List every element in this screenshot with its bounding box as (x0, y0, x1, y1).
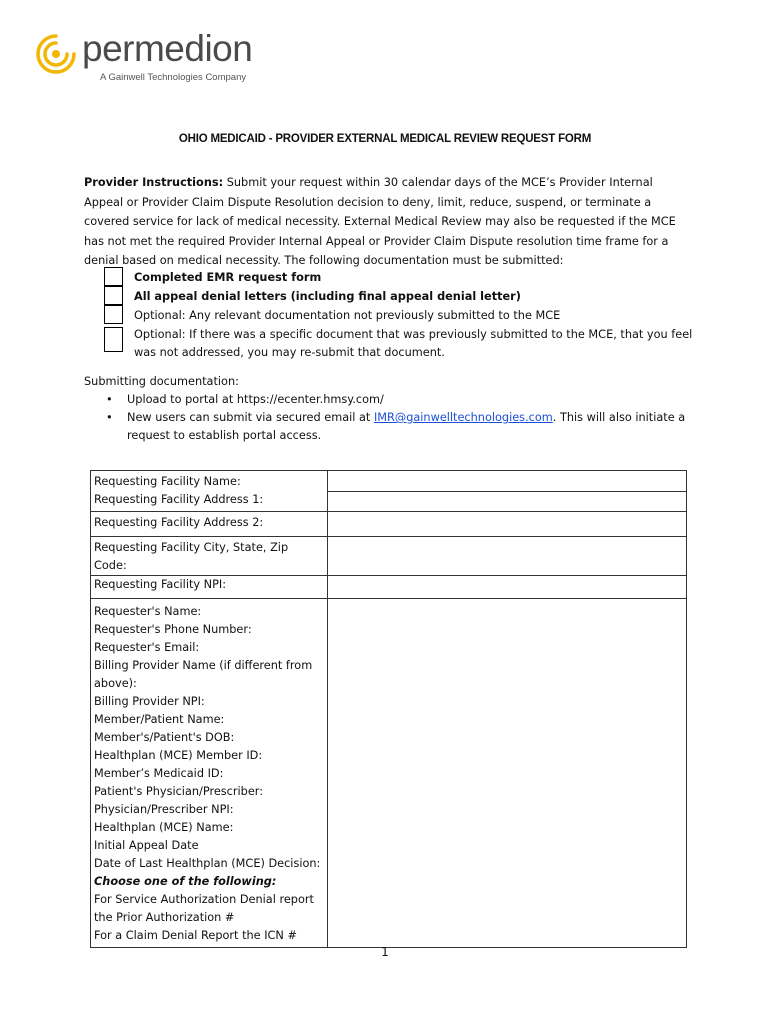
logo-brand: permedion (82, 28, 253, 69)
table-row (91, 471, 687, 512)
page-number: 1 (381, 945, 389, 959)
page-title: OHIO MEDICAID - PROVIDER EXTERNAL MEDICAL REVIEW REQUEST FORM (178, 133, 592, 145)
facility-name-input[interactable] (328, 471, 686, 491)
bullet-dot: • (106, 393, 113, 406)
logo-tagline: A Gainwell Technologies Company (100, 72, 247, 83)
checkbox[interactable] (104, 286, 123, 305)
form-label-group (91, 599, 328, 948)
form-label-choose: Choose one of the following: (94, 875, 277, 888)
form-label: Requesting Facility Address 1: (94, 493, 264, 506)
checklist-label: Optional: If there was a specific document that was previously submitted to the MCE, that you feel was not addressed, you may re-submit that document. (134, 328, 693, 359)
form-label: Physician/Prescriber NPI: (94, 803, 234, 816)
form-label: Patient's Physician/Prescriber: (94, 785, 264, 798)
table-row (91, 512, 687, 537)
form-label: Member’s Medicaid ID: (94, 767, 224, 780)
form-label: Billing Provider Name (if different from above): (94, 659, 313, 690)
portal-text: Upload to portal at https://ecenter.hmsy.com/ (127, 393, 384, 406)
form-label: Billing Provider NPI: (94, 695, 205, 708)
checkbox[interactable] (104, 327, 123, 352)
form-label: Requesting Facility City, State, Zip Code: (91, 537, 328, 576)
instructions-label: Provider Instructions: (84, 176, 224, 189)
checklist-label: Optional: Any relevant documentation not previously submitted to the MCE (134, 309, 561, 322)
form-value-cell[interactable] (328, 471, 687, 512)
table-row (91, 576, 687, 599)
form-label: Requester's Name: (94, 605, 202, 618)
facility-address1-input[interactable] (328, 491, 686, 511)
checklist-label: Completed EMR request form (134, 271, 322, 284)
facility-npi-input[interactable] (328, 576, 687, 599)
form-label: Requesting Facility NPI: (91, 576, 328, 599)
submitting-documentation (84, 373, 704, 445)
submit-bullet-email (84, 409, 704, 445)
checkbox[interactable] (104, 267, 123, 286)
email-text-post: . This will also initiate a request to establish portal access. (127, 411, 686, 442)
form-label: Healthplan (MCE) Name: (94, 821, 234, 834)
submitting-heading: Submitting documentation: (84, 375, 239, 388)
form-label: For a Claim Denial Report the ICN # (94, 929, 297, 942)
form-label: Member's/Patient's DOB: (94, 731, 235, 744)
form-label: Requester's Phone Number: (94, 623, 252, 636)
facility-city-input[interactable] (328, 537, 687, 576)
form-label-group (91, 471, 328, 512)
form-label: Date of Last Healthplan (MCE) Decision: (94, 857, 321, 870)
table-row (91, 537, 687, 576)
email-text-pre: New users can submit via secured email at (127, 411, 374, 424)
checklist-label: All appeal denial letters (including final appeal denial letter) (134, 290, 521, 303)
instructions-text: Submit your request within 30 calendar days of the MCE’s Provider Internal Appeal or Provider Claim Dispute Resolution decision to deny, limit, reduce, suspend, or terminate a covered service for lack of medical necessity. External Medical Review may also be requested if the MCE has not met the required Provider Internal Appeal or Provider Claim Dispute resolution time frame for a denial based on medical necessity. The following documentation must be submitted: (84, 176, 676, 267)
checkbox[interactable] (104, 305, 123, 324)
bullet-dot: • (106, 411, 113, 424)
email-link[interactable]: IMR@gainwelltechnologies.com (373, 411, 553, 424)
form-value-cell[interactable] (328, 599, 687, 948)
form-label: Requesting Facility Name: (94, 475, 241, 488)
request-form-table (90, 470, 687, 948)
facility-address2-input[interactable] (328, 512, 687, 537)
table-row (91, 599, 687, 948)
provider-instructions (84, 173, 684, 271)
form-label: Healthplan (MCE) Member ID: (94, 749, 263, 762)
permedion-logo-icon (36, 34, 76, 74)
form-label: Requesting Facility Address 2: (91, 512, 328, 537)
form-label: Requester's Email: (94, 641, 200, 654)
permedion-logo (36, 28, 276, 88)
form-label: Initial Appeal Date (94, 839, 199, 852)
form-label: For Service Authorization Denial report the Prior Authorization # (94, 893, 314, 924)
submit-bullet-portal (84, 391, 704, 409)
form-label: Member/Patient Name: (94, 713, 225, 726)
